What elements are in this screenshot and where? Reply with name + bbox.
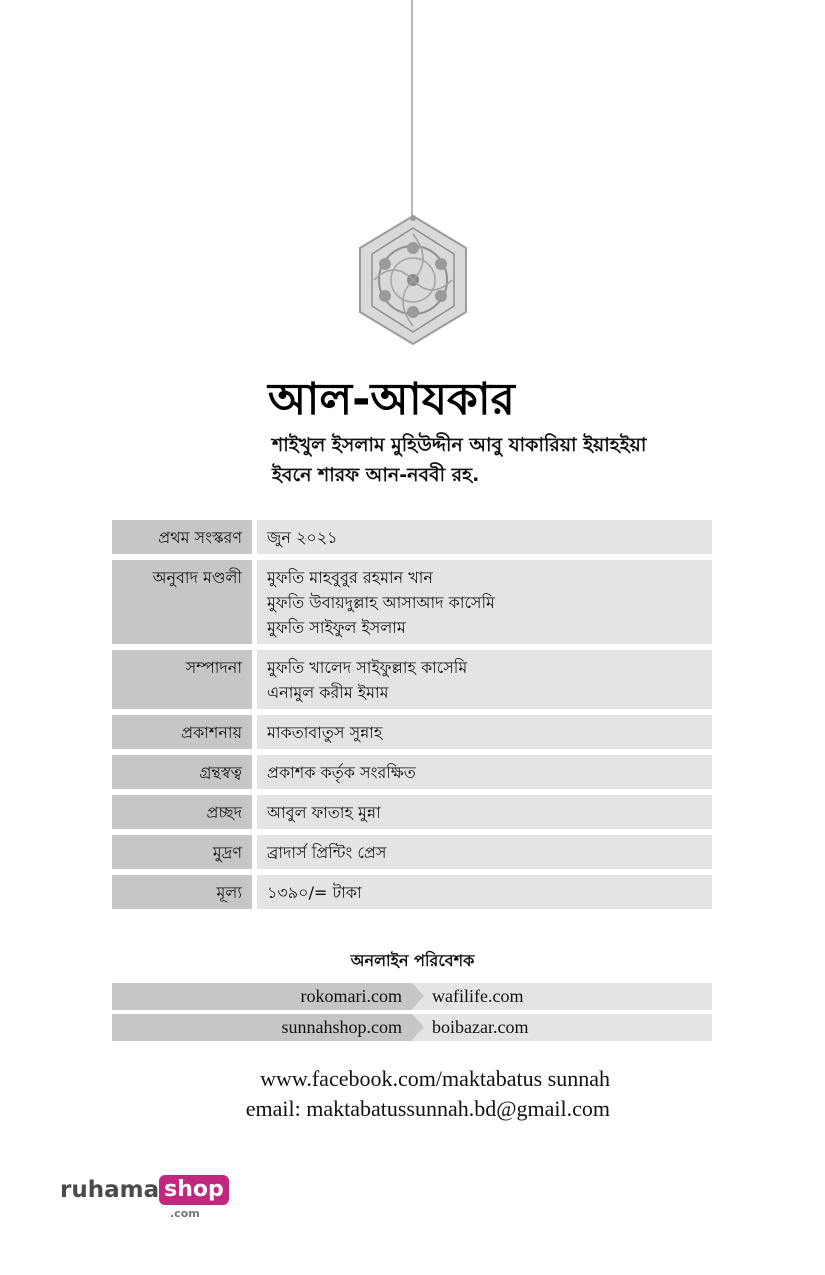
detail-label: মুদ্রণ [112, 835, 252, 869]
detail-row-printing [112, 835, 712, 869]
detail-row-edition [112, 520, 712, 554]
detail-value: মাকতাবাতুস সুন্নাহ [257, 715, 712, 749]
detail-label: প্রকাশনায় [112, 715, 252, 749]
author-name [272, 430, 646, 490]
distributors-table [112, 983, 712, 1045]
detail-value: ১৩৯০/= টাকা [257, 875, 712, 909]
distributor-link[interactable]: wafilife.com [412, 983, 712, 1010]
email-link[interactable]: email: maktabatussunnah.bd@gmail.com [245, 1096, 610, 1121]
detail-value: প্রকাশক কর্তৃক সংরক্ষিত [257, 755, 712, 789]
translator-name: মুফতি সাইফুল ইসলাম [267, 618, 406, 637]
logo-badge: shop [159, 1175, 229, 1205]
distributor-link[interactable]: rokomari.com [112, 983, 412, 1010]
ruhamashop-logo [60, 1175, 229, 1225]
detail-row-translators [112, 560, 712, 644]
detail-row-editors [112, 650, 712, 709]
book-title: আল-আযকার [268, 374, 515, 425]
translator-name: মুফতি উবায়দুল্লাহ আসাআদ কাসেমি [267, 593, 495, 612]
detail-label: অনুবাদ মণ্ডলী [112, 560, 252, 644]
detail-row-copyright [112, 755, 712, 789]
detail-row-publisher [112, 715, 712, 749]
detail-value: জুন ২০২১ [257, 520, 712, 554]
translator-name: মুফতি মাহবুবুর রহমান খান [267, 568, 433, 587]
detail-label: প্রচ্ছদ [112, 795, 252, 829]
logo-text: ruhama [60, 1177, 160, 1203]
lamp-string [411, 0, 413, 218]
detail-row-cover [112, 795, 712, 829]
facebook-link[interactable]: www.facebook.com/maktabatus sunnah [260, 1066, 610, 1091]
contact-info [150, 1064, 610, 1124]
book-details-table [112, 520, 712, 915]
detail-label: গ্রন্থস্বত্ব [112, 755, 252, 789]
author-line-2: ইবনে শারফ আন-নববী রহ. [272, 464, 480, 486]
detail-value: ব্রাদার্স প্রিন্টিং প্রেস [257, 835, 712, 869]
author-line-1: শাইখুল ইসলাম মুহিউদ্দীন আবু যাকারিয়া ইয়াহইয়া [272, 434, 647, 456]
detail-label: প্রথম সংস্করণ [112, 520, 252, 554]
editor-name: মুফতি খালেদ সাইফুল্লাহ কাসেমি [267, 658, 468, 677]
distributor-link[interactable]: boibazar.com [412, 1014, 712, 1041]
distributor-link[interactable]: sunnahshop.com [112, 1014, 412, 1041]
distributor-row [112, 983, 712, 1010]
detail-value [257, 650, 712, 709]
detail-label: সম্পাদনা [112, 650, 252, 709]
detail-value [257, 560, 712, 644]
editor-name: এনামুল করীম ইমাম [267, 683, 389, 702]
ornament-lantern-icon [354, 214, 472, 346]
logo-domain: .com [170, 1207, 200, 1220]
distributor-row [112, 1014, 712, 1041]
detail-label: মূল্য [112, 875, 252, 909]
detail-value: আবুল ফাতাহ মুন্না [257, 795, 712, 829]
distributors-title: অনলাইন পরিবেশক [350, 951, 475, 970]
detail-row-price [112, 875, 712, 909]
